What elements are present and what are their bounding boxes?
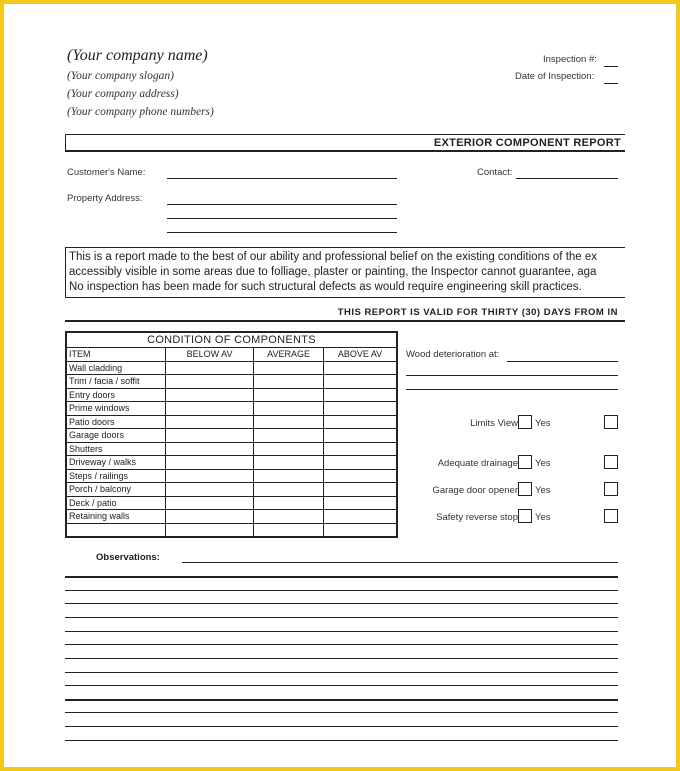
components-table-title: CONDITION OF COMPONENTS	[66, 332, 397, 348]
component-item-label: Deck / patio	[66, 496, 165, 510]
company-slogan: (Your company slogan)	[67, 70, 174, 82]
rating-cell-above-av[interactable]	[323, 429, 397, 443]
rating-cell-below-av[interactable]	[165, 429, 253, 443]
rating-cell-average[interactable]	[254, 402, 324, 416]
observations-line[interactable]	[65, 726, 618, 727]
observations-line[interactable]	[65, 617, 618, 618]
components-table-body	[66, 361, 397, 537]
table-row	[66, 469, 397, 483]
component-item-label: Patio doors	[66, 415, 165, 429]
component-item-label: Garage doors	[66, 429, 165, 443]
rating-cell-above-av[interactable]	[323, 469, 397, 483]
rating-cell-below-av[interactable]	[165, 456, 253, 470]
safety-reverse-stop-label: Safety reverse stop	[436, 512, 518, 523]
rating-cell-average[interactable]	[254, 375, 324, 389]
date-of-inspection-field[interactable]	[604, 83, 618, 84]
adequate-drainage-yes-checkbox[interactable]	[518, 455, 532, 469]
disclaimer-line-3: No inspection has been made for such structural defects as would require engineering skill practices.	[69, 281, 582, 293]
report-title: EXTERIOR COMPONENT REPORT	[433, 137, 621, 149]
adequate-drainage-no-checkbox[interactable]	[604, 455, 618, 469]
rating-cell-below-av[interactable]	[165, 496, 253, 510]
rating-cell-below-av[interactable]	[165, 483, 253, 497]
rating-cell-below-av[interactable]	[165, 402, 253, 416]
rating-cell-above-av[interactable]	[323, 483, 397, 497]
garage-door-opener-yes-checkbox[interactable]	[518, 482, 532, 496]
contact-field[interactable]	[516, 178, 618, 179]
inspection-number-label: Inspection #:	[543, 54, 597, 65]
observations-line[interactable]	[65, 740, 618, 741]
validity-notice: THIS REPORT IS VALID FOR THIRTY (30) DAYS FROM IN	[337, 307, 618, 318]
observations-label: Observations:	[96, 552, 160, 563]
rating-cell-above-av[interactable]	[323, 456, 397, 470]
table-row	[66, 510, 397, 524]
table-row	[66, 442, 397, 456]
limits-view-yes-checkbox[interactable]	[518, 415, 532, 429]
report-sheet	[4, 4, 676, 767]
property-address-field-3[interactable]	[167, 232, 397, 233]
observations-line[interactable]	[65, 685, 618, 686]
rating-cell-above-av[interactable]	[323, 388, 397, 402]
property-address-field-2[interactable]	[167, 218, 397, 219]
component-item-label: Prime windows	[66, 402, 165, 416]
observations-line[interactable]	[65, 699, 618, 701]
component-item-label: Driveway / walks	[66, 456, 165, 470]
rating-cell-average[interactable]	[254, 469, 324, 483]
table-row	[66, 483, 397, 497]
rating-cell-above-av[interactable]	[323, 523, 397, 537]
rating-cell-above-av[interactable]	[323, 510, 397, 524]
safety-reverse-stop-yes-label: Yes	[535, 512, 551, 523]
adequate-drainage-yes-label: Yes	[535, 458, 551, 469]
rating-cell-average[interactable]	[254, 442, 324, 456]
rating-cell-below-av[interactable]	[165, 361, 253, 375]
wood-deterioration-label: Wood deterioration at:	[406, 349, 500, 360]
component-item-label	[66, 523, 165, 537]
rating-cell-average[interactable]	[254, 496, 324, 510]
rating-cell-average[interactable]	[254, 510, 324, 524]
component-item-label: Shutters	[66, 442, 165, 456]
observations-line[interactable]	[65, 631, 618, 632]
wood-deterioration-field-3[interactable]	[406, 389, 618, 390]
column-header-below-av: BELOW AV	[165, 348, 253, 362]
company-name: (Your company name)	[67, 47, 208, 64]
rating-cell-below-av[interactable]	[165, 523, 253, 537]
rating-cell-above-av[interactable]	[323, 442, 397, 456]
adequate-drainage-label: Adequate drainage	[437, 458, 518, 469]
observations-line[interactable]	[65, 590, 618, 591]
company-address: (Your company address)	[67, 88, 179, 100]
rating-cell-average[interactable]	[254, 361, 324, 375]
rating-cell-average[interactable]	[254, 415, 324, 429]
rating-cell-below-av[interactable]	[165, 469, 253, 483]
wood-deterioration-field-2[interactable]	[406, 375, 618, 376]
rating-cell-below-av[interactable]	[165, 510, 253, 524]
limits-view-yes-label: Yes	[535, 418, 551, 429]
component-item-label: Entry doors	[66, 388, 165, 402]
table-row	[66, 456, 397, 470]
observations-line[interactable]	[65, 603, 618, 604]
property-address-label: Property Address:	[67, 193, 143, 204]
rating-cell-below-av[interactable]	[165, 388, 253, 402]
inspection-number-field[interactable]	[604, 66, 618, 67]
observations-line[interactable]	[65, 644, 618, 645]
safety-reverse-stop-no-checkbox[interactable]	[604, 509, 618, 523]
date-of-inspection-label: Date of Inspection:	[515, 71, 595, 82]
customer-name-label: Customer's Name:	[67, 167, 146, 178]
rating-cell-above-av[interactable]	[323, 361, 397, 375]
contact-label: Contact:	[477, 167, 513, 178]
garage-door-opener-no-checkbox[interactable]	[604, 482, 618, 496]
rating-cell-average[interactable]	[254, 429, 324, 443]
limits-view-label: Limits View	[470, 418, 518, 429]
rating-cell-average[interactable]	[254, 388, 324, 402]
rating-cell-above-av[interactable]	[323, 496, 397, 510]
component-item-label: Steps / railings	[66, 469, 165, 483]
customer-name-field[interactable]	[167, 178, 397, 179]
table-row	[66, 361, 397, 375]
company-phone: (Your company phone numbers)	[67, 106, 214, 118]
rating-cell-above-av[interactable]	[323, 415, 397, 429]
wood-deterioration-field-1[interactable]	[507, 361, 618, 362]
table-row	[66, 402, 397, 416]
components-table	[65, 331, 398, 538]
table-row	[66, 496, 397, 510]
rating-cell-average[interactable]	[254, 456, 324, 470]
component-item-label: Trim / facia / soffit	[66, 375, 165, 389]
table-row	[66, 429, 397, 443]
disclaimer-line-2: accessibly visible in some areas due to folliage, plaster or painting, the Inspector cannot guarantee, aga	[69, 266, 597, 278]
limits-view-no-checkbox[interactable]	[604, 415, 618, 429]
observations-line[interactable]	[65, 658, 618, 659]
component-item-label: Wall cladding	[66, 361, 165, 375]
component-item-label: Retaining walls	[66, 510, 165, 524]
garage-door-opener-yes-label: Yes	[535, 485, 551, 496]
rating-cell-below-av[interactable]	[165, 375, 253, 389]
column-header-above-av: ABOVE AV	[323, 348, 397, 362]
observations-line[interactable]	[65, 672, 618, 673]
property-address-field-1[interactable]	[167, 204, 397, 205]
report-title-bar	[65, 134, 625, 152]
garage-door-opener-label: Garage door opener	[432, 485, 518, 496]
table-row	[66, 415, 397, 429]
disclaimer-line-1: This is a report made to the best of our ability and professional belief on the existing conditions of the ex	[69, 251, 598, 263]
observations-line[interactable]	[65, 712, 618, 713]
component-item-label: Porch / balcony	[66, 483, 165, 497]
observations-field-0[interactable]	[182, 562, 618, 563]
column-header-item: ITEM	[66, 348, 165, 362]
disclaimer-box	[65, 247, 625, 298]
rating-cell-above-av[interactable]	[323, 375, 397, 389]
observations-line[interactable]	[65, 576, 618, 578]
divider	[65, 320, 625, 322]
rating-cell-average[interactable]	[254, 483, 324, 497]
table-row	[66, 523, 397, 537]
rating-cell-below-av[interactable]	[165, 415, 253, 429]
rating-cell-below-av[interactable]	[165, 442, 253, 456]
safety-reverse-stop-yes-checkbox[interactable]	[518, 509, 532, 523]
table-row	[66, 375, 397, 389]
rating-cell-above-av[interactable]	[323, 402, 397, 416]
rating-cell-average[interactable]	[254, 523, 324, 537]
table-row	[66, 388, 397, 402]
column-header-average: AVERAGE	[254, 348, 324, 362]
